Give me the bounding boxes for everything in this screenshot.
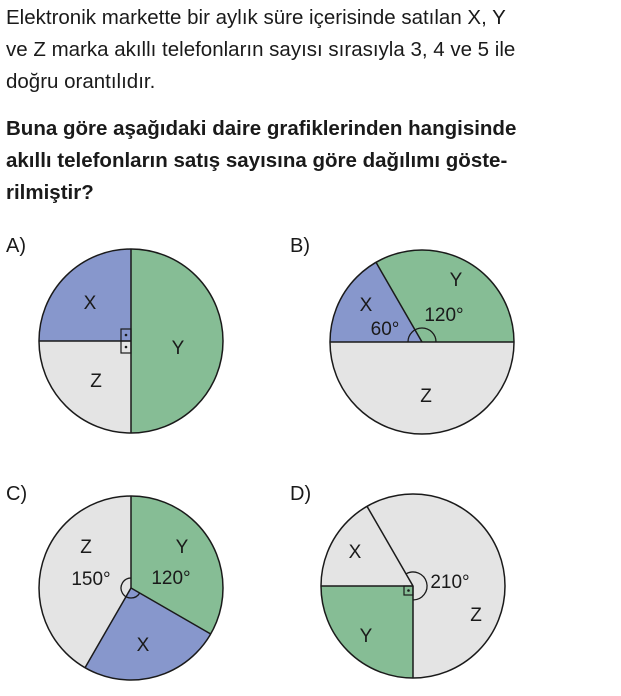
pie-d-label-y: Y (359, 626, 373, 647)
pie-b-label-y: Y (449, 270, 463, 291)
question-line-1: Buna göre aşağıdaki daire grafiklerinden hangisinde (6, 117, 517, 140)
pie-c-label-x: X (136, 635, 150, 656)
pie-b-label-z: Z (420, 386, 432, 407)
pie-b-label-x: X (359, 295, 373, 316)
option-d-label[interactable]: D) (290, 483, 312, 505)
question-line-3: rilmiştir? (6, 181, 94, 204)
pie-d-label-z: Z (470, 605, 482, 626)
question-line-2: akıllı telefonların satış sayısına göre dağılımı göste- (6, 149, 508, 172)
pie-d-label-x: X (348, 542, 362, 563)
pie-c-label-y: Y (175, 537, 189, 558)
pie-a-label-y: Y (171, 338, 185, 359)
stem-line-2: ve Z marka akıllı telefonların sayısı sırasıyla 3, 4 ve 5 ile (6, 38, 516, 61)
pie-chart-d[interactable] (321, 494, 505, 678)
pie-c-angle-120: 120° (151, 568, 191, 589)
pie-chart-c[interactable] (39, 496, 223, 680)
pie-c-label-z: Z (80, 537, 92, 558)
pie-c-angle-150: 150° (71, 569, 111, 590)
option-a-label[interactable]: A) (6, 235, 26, 257)
pie-a-slice-z-2 (39, 341, 131, 433)
pie-chart-a[interactable] (39, 249, 223, 433)
pie-a-right-angle-dot-2 (125, 346, 128, 349)
pie-b-angle-60: 60° (370, 319, 400, 340)
pie-a-label-z: Z (90, 371, 102, 392)
option-b-label[interactable]: B) (290, 235, 310, 257)
pie-d-slice-z-1 (413, 586, 505, 678)
stem-line-1: Elektronik markette bir aylık süre içerisinde satılan X, Y (6, 6, 506, 29)
pie-a-right-angle-dot-1 (125, 334, 128, 337)
pie-d-right-angle-dot (407, 589, 410, 592)
stem-line-3: doğru orantılıdır. (6, 70, 156, 93)
pie-d-angle-210: 210° (430, 572, 470, 593)
pie-chart-b[interactable] (330, 250, 514, 434)
option-c-label[interactable]: C) (6, 483, 28, 505)
pie-a-label-x: X (83, 293, 97, 314)
pie-b-angle-120: 120° (424, 305, 464, 326)
